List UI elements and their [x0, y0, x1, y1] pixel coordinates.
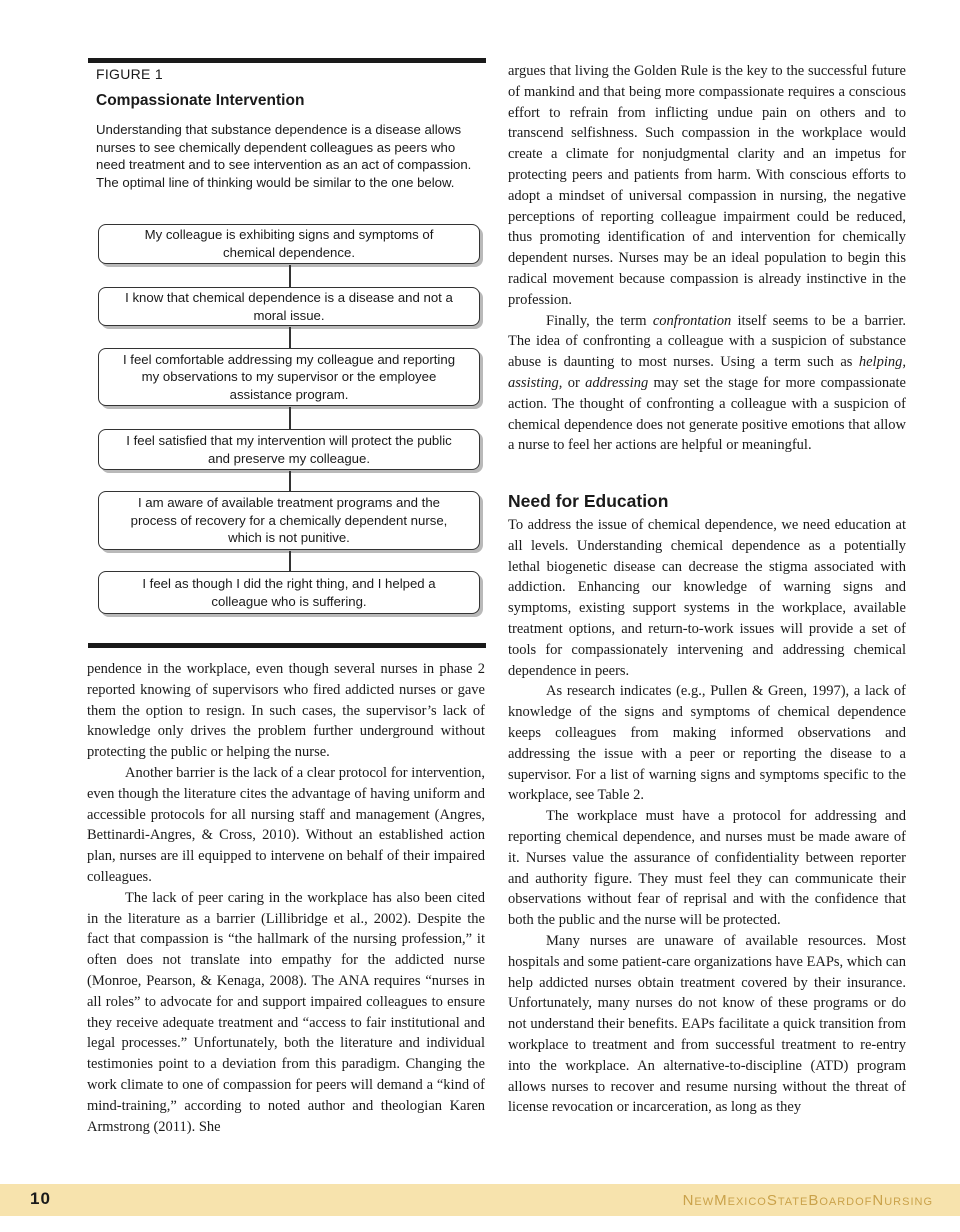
flow-step-5: I am aware of available treatment programs and the process of recovery for a chemically dependent nurse, which is not punitive. [98, 491, 480, 550]
left-column [87, 659, 485, 1137]
italic-term: confrontation [652, 312, 732, 329]
flow-connector [289, 551, 291, 571]
paragraph: argues that living the Golden Rule is the key to the successful future of mankind and that being more compassionate requires a conscious effort to refrain from inflicting undue pain on others and to transcend selfishness. Such compassion in the workplace would create a climate for nonjudgmental clarity and an impetus for protecting peers and patients from harm. With conscious efforts to adopt a mindset of universal compassion in nursing, the negative perceptions of reporting colleague impairment could be reduced, thus promoting identification of and intervention for chemically dependent nurses. Nurses may be an ideal population to begin this radical movement because compassion is already instinctive in the profession. [508, 63, 906, 308]
flow-connector [289, 327, 291, 348]
paragraph: Finally, the term confrontation itself seems to be a barrier. The idea of confronting a colleague with a suspicion of substance abuse is daunting to most nurses. Using a term such as helping, assisting, or addressing may set the stage for more compassionate action. The thought of confronting a colleague with a suspicion of chemical dependence does not generate positive emotions that allow a nurse to feel her actions are helpful or meaningful. [508, 312, 906, 454]
page-number: 10 [30, 1189, 51, 1208]
paragraph: Many nurses are unaware of available resources. Most hospitals and some patient-care organizations have EAPs, which can help addicted nurses obtain treatment covered by their insurance. Unfortunately, many nurses do not know of these programs or do not understand their benefits. EAPs facilitate a quick transition from workplace to treatment and from successful treatment to re-entry into the workplace. An alternative-to-discipline (ATD) program allows nurses to recover and resume nursing without the threat of license revocation or incarceration, as long as they [508, 932, 906, 1116]
flow-step-1: My colleague is exhibiting signs and symptoms of chemical dependence. [98, 224, 480, 264]
figure-label: FIGURE 1 [96, 66, 163, 82]
paragraph: pendence in the workplace, even though several nurses in phase 2 reported knowing of supervisors who fired addicted nurses or gave them the option to resign. In such cases, the supervisor’s lack of knowledge only drives the problem further underground without protecting the public or helping the nurse. [87, 661, 485, 761]
flow-connector [289, 407, 291, 429]
paragraph: The workplace must have a protocol for addressing and reporting chemical dependence, and nurses must be made aware of it. Nurses value the assurance of confidentiality between reporter and authority figure. They must feel they can communicate their observations without fear of reprisal and with the confidence that both the public and the nurse will be protected. [508, 808, 906, 929]
footer-band [0, 1184, 960, 1216]
figure-caption: Understanding that substance dependence is a disease allows nurses to see chemically dependent colleagues as peers who need treatment and to see intervention as an act of compassion. The optimal line of thinking would be similar to the one below. [96, 122, 472, 190]
figure-top-rule [88, 58, 486, 63]
flow-connector [289, 471, 291, 491]
italic-term: addressing [585, 374, 649, 391]
flow-step-4: I feel satisfied that my intervention will protect the public and preserve my colleague. [98, 429, 480, 470]
paragraph: To address the issue of chemical dependence, we need education at all levels. Understanding chemical dependence as a potentially lethal biogenetic disease can decrease the stigma associated with addiction. Enhancing our knowledge of warning signs and symptoms, existing support systems in the workplace, available treatment options, and return-to-work issues will provide a set of tools for compassionately intervening and addressing chemical dependence in peers. [508, 517, 906, 679]
flow-step-2: I know that chemical dependence is a disease and not a moral issue. [98, 287, 480, 326]
figure-1 [88, 58, 486, 648]
figure-title: Compassionate Intervention [96, 92, 305, 109]
paragraph: Another barrier is the lack of a clear protocol for intervention, even though the literature cites the advantage of having uniform and accessible protocols for all nursing staff and management (Angres, Bettinardi-Angres, & Cross, 2010). Without an established action plan, nurses are ill equipped to intervene on behalf of their impaired colleagues. [87, 764, 485, 885]
paragraph: As research indicates (e.g., Pullen & Green, 1997), a lack of knowledge of the signs and symptoms of chemical dependence keeps colleagues from making informed observations and addressing the issue with a peer or reporting the disease to a supervisor. For a list of warning signs and symptoms specific to the workplace, see Table 2. [508, 683, 906, 804]
right-column-top [508, 61, 906, 456]
flow-step-3: I feel comfortable addressing my colleague and reporting my observations to my supervisor or the employee assistance program. [98, 348, 480, 406]
flow-step-6: I feel as though I did the right thing, and I helped a colleague who is suffering. [98, 571, 480, 614]
section-heading: Need for Education [508, 491, 669, 511]
paragraph: The lack of peer caring in the workplace has also been cited in the literature as a barrier (Lillibridge et al., 2002). Despite the fact that compassion is “the hallmark of the nursing profession,” it often does not translate into empathy for the addicted nurse (Monroe, Pearson, & Kenaga, 2008). The ANA requires “nurses in all roles” to advocate for and support impaired colleagues to ensure they receive adequate treatment and “access to fair institutional and legal processes.” Unfortunately, both the literature and individual testimonies point to a deviation from this paradigm. Changing the work climate to one of compassion for peers will demand a “kind of mind-training,” according to noted author and theologian Karen Armstrong (2011). She [87, 889, 485, 1135]
figure-bottom-rule [88, 643, 486, 648]
publication-name: NewMexicoStateBoardofNursing [682, 1192, 933, 1209]
italic-term: assisting, [508, 374, 563, 391]
italic-term: helping, [858, 354, 906, 371]
flow-connector [289, 265, 291, 287]
right-column-bottom [508, 515, 906, 1118]
